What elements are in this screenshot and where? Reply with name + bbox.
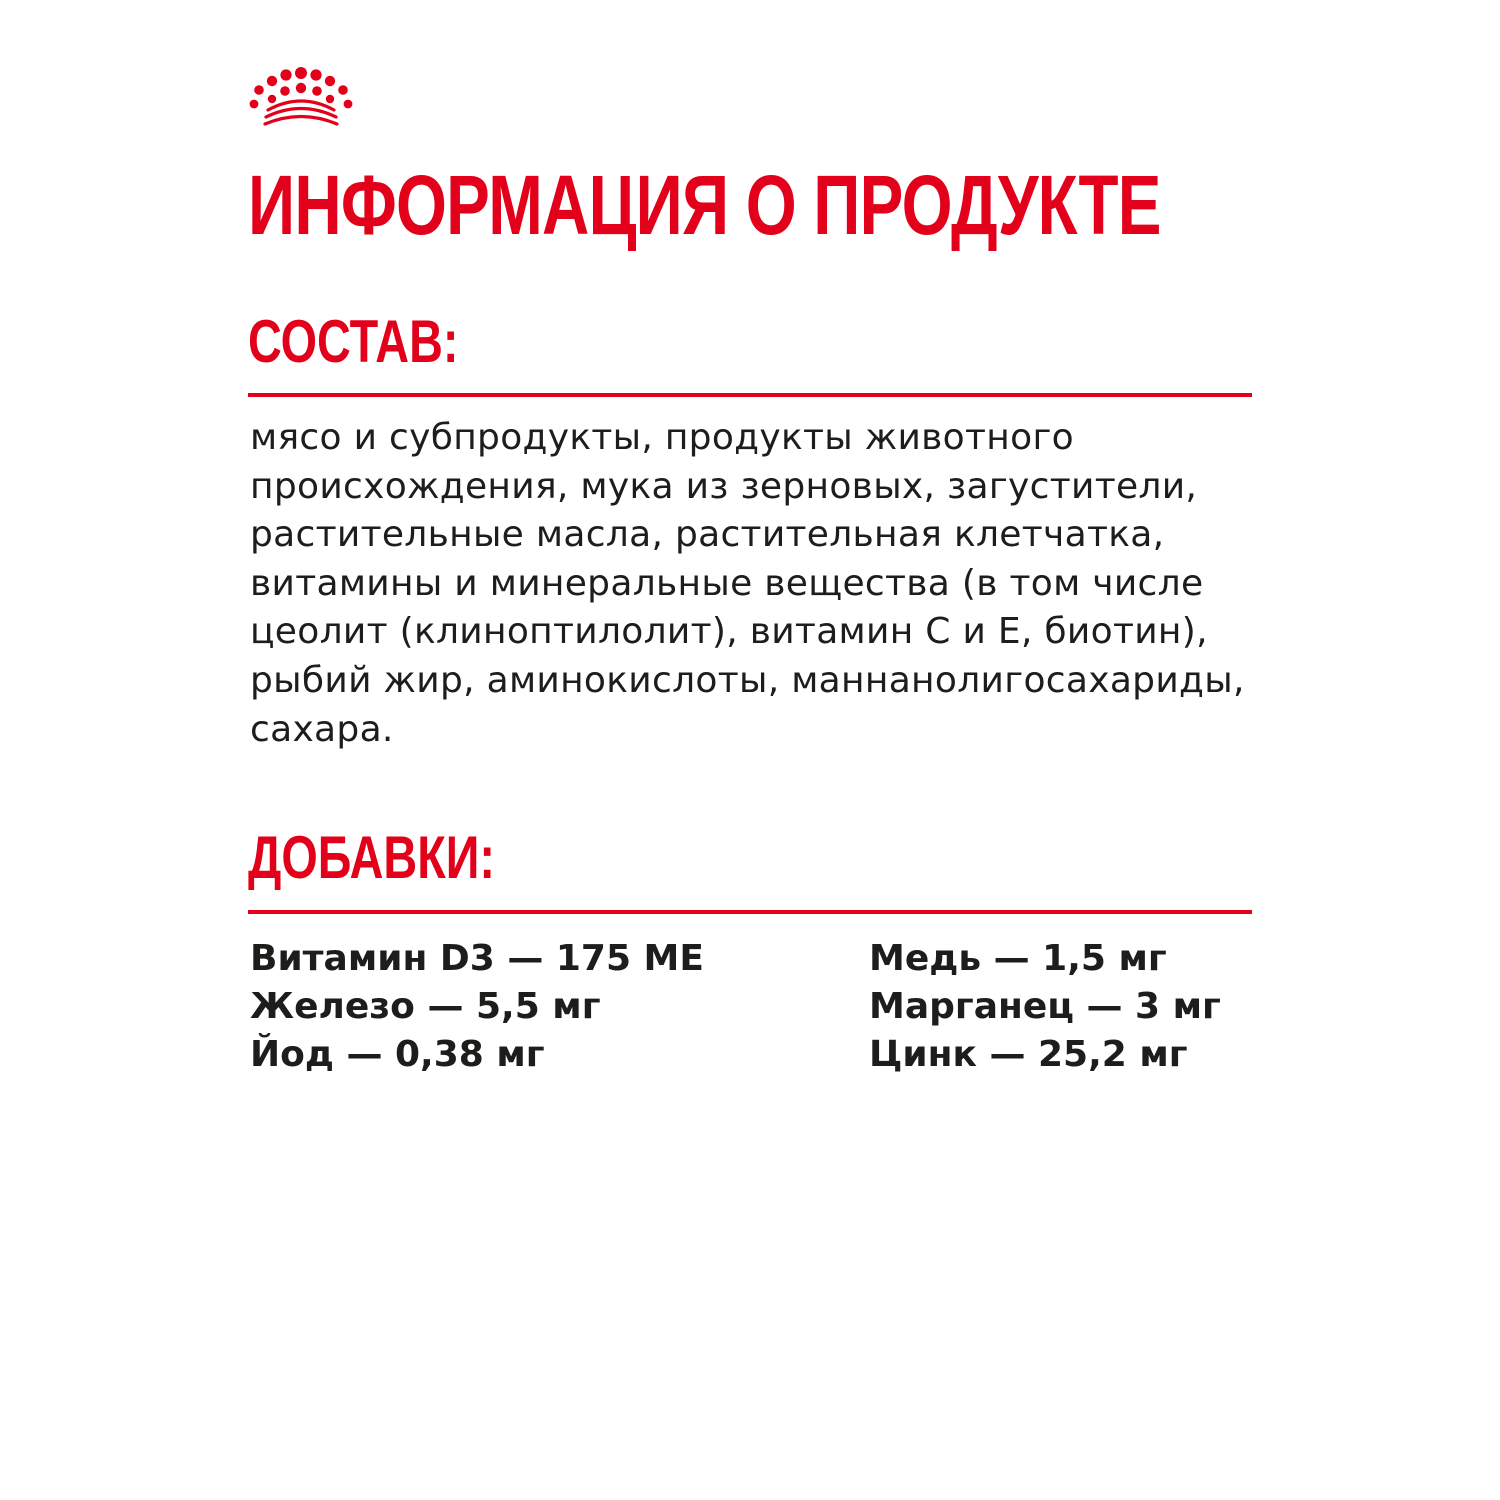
- composition-divider: [248, 393, 1252, 397]
- additive-zinc: Цинк — 25,2 мг: [869, 1034, 1188, 1075]
- additive-vitamin-d3: Витамин D3 — 175 МЕ: [250, 938, 704, 979]
- additive-iron: Железо — 5,5 мг: [250, 986, 601, 1027]
- crown-icon: [246, 66, 356, 128]
- composition-heading: СОСТАВ:: [248, 308, 459, 375]
- additive-manganese: Марганец — 3 мг: [869, 986, 1221, 1027]
- additive-copper: Медь — 1,5 мг: [869, 938, 1167, 979]
- additives-divider: [248, 910, 1252, 914]
- page-title: ИНФОРМАЦИЯ О ПРОДУКТЕ: [248, 158, 1161, 252]
- additive-iodine: Йод — 0,38 мг: [250, 1034, 545, 1075]
- composition-text: мясо и субпродукты, продукты животного происхождения, мука из зерновых, загустители, растительные масла, растительная клетчатка, витамины и минеральные вещества (в том числе цеолит (клиноптилолит), витамин С и Е, биотин), рыбий жир, аминокислоты, маннанолигосахариды, сахара.: [250, 417, 1245, 750]
- additives-heading: ДОБАВКИ:: [248, 824, 495, 891]
